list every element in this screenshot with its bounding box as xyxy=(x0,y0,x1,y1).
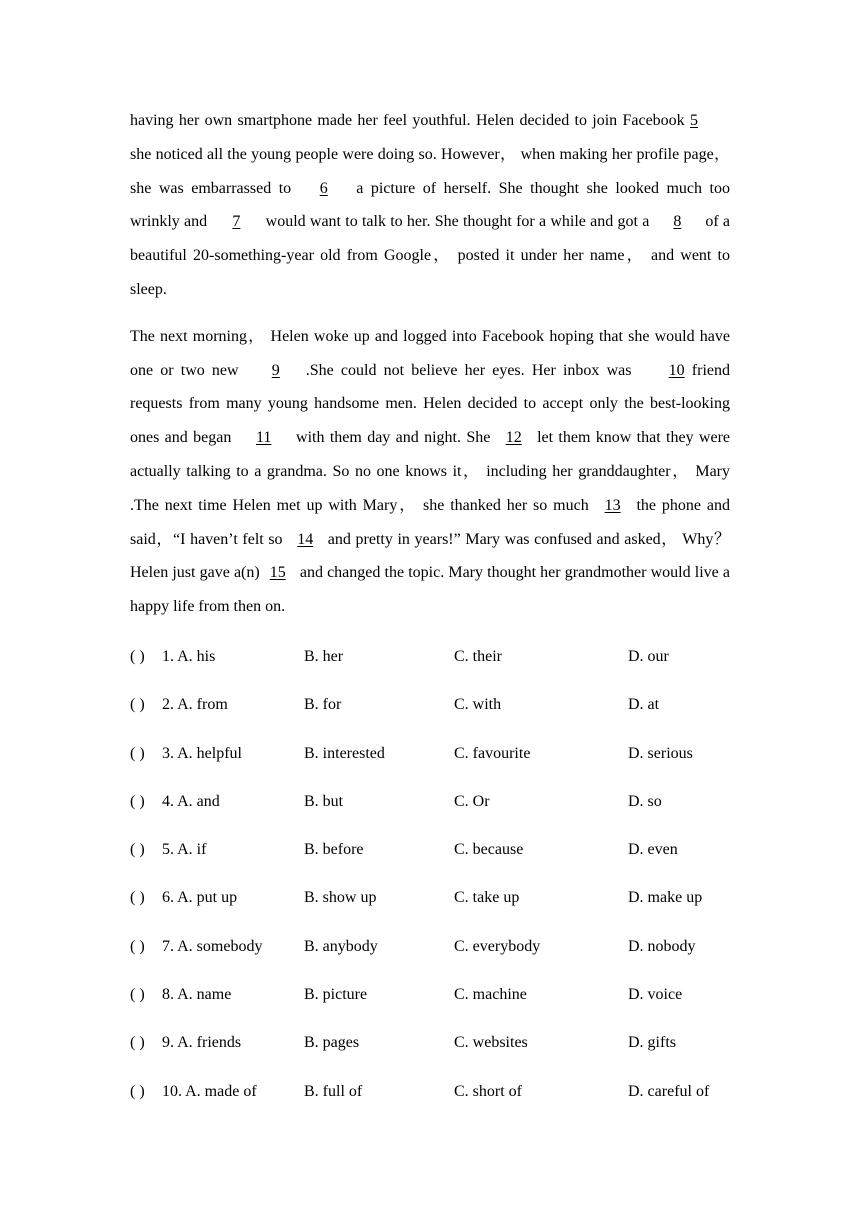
passage-text: the phone and said，“I haven’t felt so xyxy=(130,496,730,548)
option-d: D. voice xyxy=(628,986,683,1004)
question-row xyxy=(130,978,750,1026)
option-c: C. their xyxy=(454,648,502,665)
option-b: B. show up xyxy=(304,889,377,907)
option-a: 4. A. and xyxy=(162,792,220,810)
blank-12: 12 xyxy=(505,429,522,447)
passage-text: .She could not believe her eyes. Her inbox was xyxy=(305,361,639,379)
passage-text: friend requests from many young handsome men. Helen decided to accept only the best-looking ones and began xyxy=(130,361,731,447)
option-c: C. Or xyxy=(454,792,490,810)
option-d: D. so xyxy=(628,792,662,810)
question-row xyxy=(130,833,750,881)
option-d: D. make up xyxy=(628,889,703,907)
answer-bracket: ( ) xyxy=(130,792,145,810)
passage-text: having her own smartphone made her feel youthful. Helen decided to join Facebook xyxy=(130,112,690,129)
option-c: C. websites xyxy=(454,1034,528,1052)
question-row xyxy=(130,785,750,833)
option-a: 1. A. his xyxy=(162,648,216,665)
option-a: 5. A. if xyxy=(162,841,207,859)
answer-bracket: ( ) xyxy=(130,1034,145,1052)
option-c: C. favourite xyxy=(454,744,531,762)
option-d: D. at xyxy=(628,696,660,714)
option-a: 8. A. name xyxy=(162,986,232,1004)
question-row xyxy=(130,737,750,785)
option-a: 10. A. made of xyxy=(162,1082,257,1100)
answer-bracket: ( ) xyxy=(130,696,145,714)
answer-bracket: ( ) xyxy=(130,889,145,907)
option-b: B. interested xyxy=(304,744,385,762)
passage-text: with them day and night. She xyxy=(290,429,496,447)
passage-text: and changed the topic. Mary thought her grandmother would live a happy life from then on. xyxy=(130,564,731,616)
option-d: D. serious xyxy=(628,744,693,762)
answer-bracket: ( ) xyxy=(130,744,145,762)
passage-text: and pretty in years!” Mary was confused and asked， Why？Helen just gave a(n) xyxy=(130,530,730,582)
blank-9: 9 xyxy=(271,361,280,379)
option-b: B. before xyxy=(304,841,364,859)
passage-text: would want to talk to her. She thought for a while and got a xyxy=(261,213,650,231)
option-a: 2. A. from xyxy=(162,696,228,714)
question-row xyxy=(130,881,750,929)
option-b: B. picture xyxy=(304,986,368,1004)
option-b: B. full of xyxy=(304,1082,363,1100)
answer-options xyxy=(130,640,750,1123)
passage-text: The next morning， Helen woke up and logged into Facebook hoping that she would have one or two new xyxy=(130,327,730,379)
option-d: D. nobody xyxy=(628,937,696,955)
question-row xyxy=(130,1026,750,1074)
option-b: B. for xyxy=(304,696,342,714)
option-d: D. gifts xyxy=(628,1034,676,1052)
blank-14: 14 xyxy=(297,530,314,548)
option-d: D. our xyxy=(628,648,669,665)
option-b: B. but xyxy=(304,792,344,810)
option-b: B. pages xyxy=(304,1034,360,1052)
answer-bracket: ( ) xyxy=(130,1082,145,1100)
paragraph-1 xyxy=(130,104,730,307)
option-c: C. because xyxy=(454,841,524,859)
blank-15: 15 xyxy=(269,564,286,582)
reading-passage xyxy=(130,104,730,637)
blank-13: 13 xyxy=(604,496,621,514)
question-row xyxy=(130,640,750,688)
option-c: C. take up xyxy=(454,889,520,907)
blank-7: 7 xyxy=(232,213,241,231)
passage-text: let them know that they were actually talking to a grandma. So no one knows it， including her granddaughter， Mary .The next time Helen met up with Mary， she thanked her so much xyxy=(130,429,731,514)
option-b: B. her xyxy=(304,648,344,665)
question-row xyxy=(130,930,750,978)
option-c: C. short of xyxy=(454,1082,522,1100)
question-row xyxy=(130,1075,750,1123)
question-row xyxy=(130,688,750,736)
passage-text: she noticed all the young people were doing so. However， when making her profile page， she was embarrassed to xyxy=(130,145,730,197)
blank-8: 8 xyxy=(673,213,682,231)
option-a: 9. A. friends xyxy=(162,1034,242,1052)
answer-bracket: ( ) xyxy=(130,841,145,859)
blank-11: 11 xyxy=(256,429,272,447)
option-a: 3. A. helpful xyxy=(162,744,242,762)
blank-6: 6 xyxy=(319,179,328,197)
option-a: 6. A. put up xyxy=(162,889,238,907)
answer-bracket: ( ) xyxy=(130,937,145,955)
blank-10: 10 xyxy=(668,361,685,379)
blank-5: 5 xyxy=(690,112,698,129)
passage-text: a picture of herself. She thought she looked much too wrinkly and xyxy=(130,179,730,231)
option-b: B. anybody xyxy=(304,937,378,955)
option-c: C. everybody xyxy=(454,937,541,955)
option-d: D. even xyxy=(628,841,678,859)
passage-text: of a beautiful 20-something-year old from Google， posted it under her name， and went to sleep. xyxy=(130,213,731,298)
option-c: C. machine xyxy=(454,986,527,1004)
answer-bracket: ( ) xyxy=(130,986,145,1004)
option-c: C. with xyxy=(454,696,502,714)
answer-bracket: ( ) xyxy=(130,648,145,665)
paragraph-2 xyxy=(130,320,730,624)
option-d: D. careful of xyxy=(628,1082,710,1100)
option-a: 7. A. somebody xyxy=(162,937,263,955)
